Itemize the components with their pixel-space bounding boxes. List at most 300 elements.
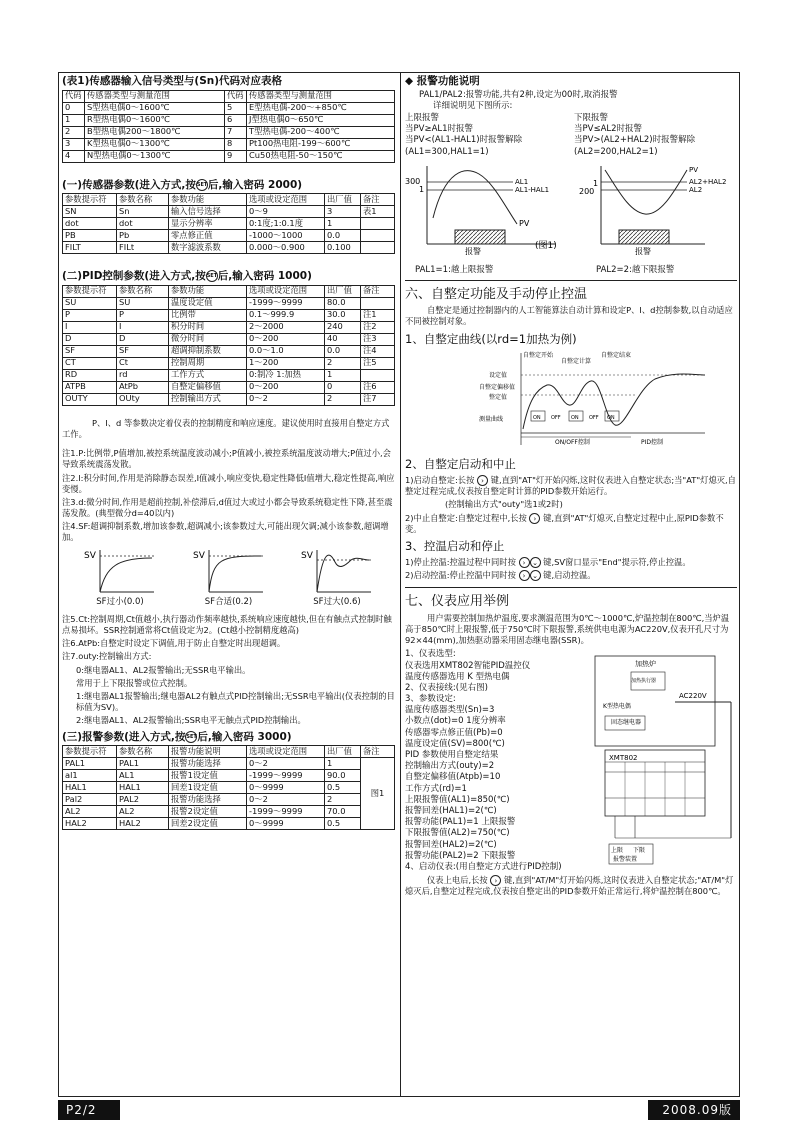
note-item: 温度传感器选用 K 型热电偶: [405, 671, 510, 682]
table-cell: 备注: [361, 194, 395, 206]
page-number: P2/2: [58, 1100, 120, 1120]
table-cell: 注3: [361, 333, 395, 345]
svg-text:SV: SV: [84, 550, 96, 561]
table-cell: 选项或设定范围: [247, 285, 325, 297]
table-cell: 注5: [361, 357, 395, 369]
table-cell: SN: [63, 206, 117, 218]
note-item: 上限报警值(AL1)=850(℃): [405, 794, 510, 805]
table-cell: 7: [225, 126, 247, 138]
table-cell: 回差1设定值: [169, 782, 247, 794]
sv-curve-under: [84, 548, 156, 596]
table-cell: AL2: [63, 806, 117, 818]
table-cell: 参数提示符: [63, 746, 117, 758]
svg-text:OFF: OFF: [551, 415, 561, 422]
table-cell: 备注: [361, 285, 395, 297]
table-cell: 微分时间: [169, 333, 247, 345]
table-cell: 0.000～0.900: [247, 242, 325, 254]
p1-title: (一)传感器参数(进入方式,按SET后,输入密码 2000): [62, 178, 303, 191]
table-cell: 3: [63, 138, 85, 150]
table-cell: HAL2: [117, 818, 169, 830]
table-cell: [361, 242, 395, 254]
note-item: 传感器零点修正值(Pb)=0: [405, 727, 503, 738]
table-cell: 0:1度;1:0.1度: [247, 218, 325, 230]
table-cell: 4: [63, 150, 85, 162]
table-row: [63, 381, 395, 393]
table-cell: 报警1设定值: [169, 770, 247, 782]
table-cell: 2: [325, 357, 361, 369]
svg-text:ON: ON: [533, 415, 541, 422]
table-cell: D: [63, 333, 117, 345]
table-cell: PAL1: [63, 758, 117, 770]
alarm-left-2: 当PV<(AL1-HAL1)时报警解除: [405, 135, 523, 146]
section6-title: 六、自整定功能及手动停止控温: [405, 286, 588, 302]
table-cell: 出厂值: [325, 194, 361, 206]
note-item: 0:继电器AL1、AL2报警输出;无SSR电平输出。: [76, 664, 251, 675]
svg-text:ON: ON: [607, 415, 615, 422]
alarm-left-1: 当PV≥AL1时报警: [405, 124, 474, 135]
notes-list: [62, 448, 395, 544]
table-cell: 注6: [361, 381, 395, 393]
table-cell: SF: [117, 345, 169, 357]
svg-text:K型热电偶: K型热电偶: [603, 703, 631, 711]
section6-intro: 自整定是通过控制器内的人工智能算法自动计算和设定P、I、d控制参数,以自动适应不同被控制对象。: [405, 305, 733, 327]
svg-text:OFF: OFF: [589, 415, 599, 422]
control-stop-text: 1)停止控温:控温过程中同时按 › ⌄ 键,SV窗口显示"End"提示符,停止控温。: [405, 556, 691, 567]
table-row: [63, 758, 395, 770]
set-key-icon: SET: [185, 731, 197, 743]
alarm-left-0: 上限报警: [405, 112, 440, 123]
table-row: [63, 345, 395, 357]
svg-text:(图1): (图1): [535, 240, 557, 251]
svg-text:ON: ON: [571, 415, 579, 422]
table-cell: 图1: [361, 758, 395, 830]
note-item: 注1.P:比例带,P值增加,被控系统温度波动减小;P值减小,被控系统温度波动增大;P值过小,会导致系统震荡发散。: [62, 448, 391, 470]
table-cell: S型热电偶0～1600℃: [85, 102, 225, 114]
table-cell: 90.0: [325, 770, 361, 782]
svg-text:AC220V: AC220V: [679, 692, 707, 701]
note-item: 注4.SF:超调抑制系数,增加该参数,超调减小;该参数过大,可能出现欠调;减小该参数,超调增加。: [62, 521, 389, 543]
svg-text:1: 1: [593, 178, 599, 188]
table-row: [63, 309, 395, 321]
table-cell: 0～9999: [247, 782, 325, 794]
svg-text:下限: 下限: [633, 847, 646, 855]
table-cell: 显示分辨率: [169, 218, 247, 230]
table-cell: FILt: [117, 242, 169, 254]
note-item: 2、仪表接线:(见右图): [405, 682, 488, 693]
table-cell: 0.0: [325, 345, 361, 357]
table-cell: Cu50热电阻-50～150℃: [247, 150, 395, 162]
svg-text:自整定计算: 自整定计算: [561, 358, 592, 366]
table-cell: Pb: [117, 230, 169, 242]
table-header: [63, 285, 395, 297]
table-cell: 2～2000: [247, 321, 325, 333]
note-item: 2:继电器AL1、AL2报警输出;SSR电平无触点式PID控制输出。: [76, 715, 306, 726]
table-row: [63, 218, 395, 230]
table-cell: 2: [325, 794, 361, 806]
sv-figure: [301, 548, 373, 608]
set-key-icon: SET: [196, 179, 208, 191]
table-cell: [361, 230, 395, 242]
table-cell: PB: [63, 230, 117, 242]
down-key-icon: ⌄: [530, 557, 541, 568]
svg-text:测量曲线: 测量曲线: [479, 416, 504, 424]
table-cell: 回差2设定值: [169, 818, 247, 830]
note-item: 报警回差(HAL2)=2(℃): [405, 839, 497, 850]
table-cell: FILT: [63, 242, 117, 254]
table-cell: ATPB: [63, 381, 117, 393]
p3-table: [62, 745, 395, 830]
alarm-conditions: [405, 112, 737, 158]
table-cell: 表1: [361, 206, 395, 218]
table-cell: Sn: [117, 206, 169, 218]
table-cell: OUTY: [63, 393, 117, 405]
svg-text:SV: SV: [301, 550, 313, 561]
table-row: [63, 393, 395, 405]
alarm-caption-left: PAL1=1:越上限报警: [415, 264, 494, 275]
table-cell: Pal2: [63, 794, 117, 806]
alarm-caption-right: PAL2=2:越下限报警: [596, 264, 675, 275]
table-cell: N型热电偶0～1300℃: [85, 150, 225, 162]
section7-title: 七、仪表应用举例: [405, 594, 510, 610]
table-cell: [361, 297, 395, 309]
table-cell: T型热电偶-200～400℃: [247, 126, 395, 138]
table-cell: 参数名称: [117, 746, 169, 758]
sensor-table: [62, 90, 395, 163]
svg-text:XMT802: XMT802: [609, 754, 638, 763]
table-row: [63, 818, 395, 830]
table-row: [63, 242, 395, 254]
table-cell: 0.0: [325, 230, 361, 242]
table-cell: Pt100热电阻-199～600℃: [247, 138, 395, 150]
note-item: 常用于上下限报警或位式控制。: [76, 677, 193, 688]
table-header: [63, 194, 395, 206]
alarm-right-0: 下限报警: [574, 112, 609, 123]
table-cell: R型热电偶0～1600℃: [85, 114, 225, 126]
table-row: [63, 126, 395, 138]
table-cell: 报警功能选择: [169, 794, 247, 806]
note-item: 注7.outy:控制输出方式:: [62, 651, 152, 662]
note-item: 4、启动仪表:(用自整定方式进行PID控制): [405, 861, 562, 872]
table-cell: 代码: [225, 90, 247, 102]
table-cell: 0: [63, 102, 85, 114]
table-row: [63, 297, 395, 309]
right-column: [405, 75, 737, 899]
note-item: 下限报警值(AL2)=750(℃): [405, 828, 510, 839]
note-item: PID 参数使用自整定结果: [405, 750, 499, 761]
table-row: [63, 150, 395, 162]
table-row: [63, 770, 395, 782]
alarm-title: ◆ 报警功能说明: [405, 75, 480, 87]
control-start-text: 2)启动控温:停止控温中同时按 › ⌄ 键,启动控温。: [405, 569, 596, 580]
sv-caption: SF合适(0.2): [204, 596, 253, 607]
note-item: 注6.AtPb:自整定时设定下调值,用于防止自整定时出现超调。: [62, 638, 286, 649]
note-item: 控制输出方式(outy)=2: [405, 761, 495, 772]
table-cell: 1: [325, 369, 361, 381]
svg-text:ON/OFF控制: ON/OFF控制: [555, 439, 590, 447]
table-cell: 0～2: [247, 794, 325, 806]
svg-text:AL2+HAL2: AL2+HAL2: [689, 177, 727, 186]
autotune-chart: [405, 349, 735, 449]
table-cell: P: [63, 309, 117, 321]
table-cell: 70.0: [325, 806, 361, 818]
svg-text:加热炉: 加热炉: [635, 660, 656, 669]
svg-text:设定值: 设定值: [489, 372, 508, 380]
table-cell: 控制输出方式: [169, 393, 247, 405]
down-key-icon: ⌄: [530, 570, 541, 581]
table-cell: 2: [63, 126, 85, 138]
note-item: 小数点(dot)=0 1度分辨率: [405, 716, 506, 727]
sv-caption: SF过小(0.0): [96, 596, 144, 607]
note-item: 工作方式(rd)=1: [405, 783, 467, 794]
table-cell: al1: [63, 770, 117, 782]
right-key-icon: ›: [519, 557, 530, 568]
left-column: [62, 75, 395, 830]
table-cell: -1000～1000: [247, 230, 325, 242]
table-cell: 0.5: [325, 818, 361, 830]
table-cell: E型热电偶-200～+850℃: [247, 102, 395, 114]
table-cell: 参数功能: [169, 194, 247, 206]
table-cell: SF: [63, 345, 117, 357]
table-header: [63, 90, 395, 102]
table-cell: 1: [63, 114, 85, 126]
section7-intro: 用户需要控制加热炉温度,要求测温范围为0℃～1000℃,炉温控制在800℃,当炉温高于850℃时上限报警,低于750℃时下限报警,系统供电电源为AC220V,仪表开孔尺寸为92×44(mm),加热驱动器采用固态继电器(SSR)。: [405, 612, 730, 646]
note-item: 仪表选用XMT802智能PID温控仪: [405, 660, 531, 671]
notes-list-2: [62, 614, 395, 663]
table-row: [63, 206, 395, 218]
svg-text:自整定结束: 自整定结束: [601, 352, 632, 360]
table-row: [63, 138, 395, 150]
table-cell: 报警功能选择: [169, 758, 247, 770]
table-header: [63, 746, 395, 758]
table-cell: 30.0: [325, 309, 361, 321]
svg-text:加热执行器: 加热执行器: [631, 678, 657, 685]
table-cell: AL1: [117, 770, 169, 782]
table-cell: 40: [325, 333, 361, 345]
sv-figures: [62, 548, 395, 608]
table-cell: OUty: [117, 393, 169, 405]
alarm-captions: [405, 264, 737, 276]
alarm-right-1: 当PV≤AL2时报警: [574, 124, 643, 135]
example-body: [405, 648, 737, 873]
alarm-line1: PAL1/PAL2:报警功能,共有2种,设定为00时,取消报警: [419, 89, 618, 100]
svg-text:自整定开始: 自整定开始: [523, 352, 554, 360]
svg-text:自整定偏移值: 自整定偏移值: [479, 384, 516, 392]
table-cell: 温度设定值: [169, 297, 247, 309]
svg-text:PV: PV: [689, 165, 699, 174]
table-cell: Ct: [117, 357, 169, 369]
table-cell: 控制周期: [169, 357, 247, 369]
svg-text:AL2: AL2: [689, 185, 703, 194]
table-cell: 0:制冷 1:加热: [247, 369, 325, 381]
sv-figure: [193, 548, 265, 608]
table-row: [63, 230, 395, 242]
table-cell: 自整定偏移值: [169, 381, 247, 393]
table-cell: 0～9999: [247, 818, 325, 830]
table-cell: 备注: [361, 746, 395, 758]
table-cell: 选项或设定范围: [247, 746, 325, 758]
table-row: [63, 114, 395, 126]
table-cell: HAL1: [63, 782, 117, 794]
table-cell: AtPb: [117, 381, 169, 393]
table-cell: CT: [63, 357, 117, 369]
table-cell: 传感器类型与测量范围: [247, 90, 395, 102]
note-item: 注3.d:微分时间,作用是超前控制,补偿滞后,d值过大或过小都会导致系统稳定性下降,甚至震荡发散。(典型微分d=40以内): [62, 496, 393, 519]
sv-curve-over: [301, 548, 373, 596]
autotune-startstop-title: 2、自整定启动和中止: [405, 457, 516, 472]
table-cell: 6: [225, 114, 247, 126]
table-row: [63, 333, 395, 345]
table-cell: 0～9: [247, 206, 325, 218]
table-cell: [361, 369, 395, 381]
p1-table: [62, 193, 395, 254]
set-key-icon: SET: [206, 270, 218, 282]
table-cell: HAL2: [63, 818, 117, 830]
table-cell: 选项或设定范围: [247, 194, 325, 206]
table-cell: SU: [63, 297, 117, 309]
note-item: 报警回差(HAL1)=2(℃): [405, 805, 497, 816]
table-cell: 参数提示符: [63, 194, 117, 206]
svg-text:1: 1: [419, 184, 425, 194]
table-cell: 0.1～999.9: [247, 309, 325, 321]
pid-intro: P、I、d 等参数决定着仪表的控制精度和响应速度。建议使用时直接用自整定方式工作。: [62, 417, 390, 439]
right-key-icon: ›: [490, 875, 501, 886]
note-item: 1、仪表选型:: [405, 649, 456, 660]
note-item: 温度设定值(SV)=800(℃): [405, 738, 505, 749]
table-cell: 240: [325, 321, 361, 333]
sv-caption: SF过大(0.6): [313, 596, 361, 607]
table-cell: dot: [117, 218, 169, 230]
table-row: [63, 321, 395, 333]
svg-text:上限: 上限: [611, 847, 624, 855]
right-key-icon: ›: [519, 570, 530, 581]
table-row: [63, 782, 395, 794]
table-cell: 3: [325, 206, 361, 218]
table-cell: 参数功能: [169, 285, 247, 297]
alarm-right-2: 当PV>(AL2+HAL2)时报警解除: [574, 135, 696, 146]
table-cell: I: [63, 321, 117, 333]
version-date: 2008.09版: [648, 1100, 740, 1120]
table-cell: P: [117, 309, 169, 321]
svg-text:AL1: AL1: [515, 177, 529, 186]
alarm-figure: [405, 160, 735, 256]
table-cell: 出厂值: [325, 746, 361, 758]
table-cell: 参数名称: [117, 194, 169, 206]
table-cell: I: [117, 321, 169, 333]
note-item: 注2.I:积分时间,作用是消除静态误差,I值减小,响应变快,稳定性降低I值增大,稳定性提高,响应变慢。: [62, 472, 395, 494]
table-cell: -1999～9999: [247, 770, 325, 782]
wiring-diagram: [575, 648, 735, 868]
table-cell: B型热电偶200～1800℃: [85, 126, 225, 138]
table-cell: 0.0～1.0: [247, 345, 325, 357]
table-cell: 比例带: [169, 309, 247, 321]
table-cell: D: [117, 333, 169, 345]
table-cell: 参数名称: [117, 285, 169, 297]
autotune-curve-title: 1、自整定曲线(以rd=1加热为例): [405, 331, 577, 346]
table-cell: 注2: [361, 321, 395, 333]
column-divider: [400, 72, 401, 1097]
table-cell: -1999～9999: [247, 806, 325, 818]
svg-text:AL1-HAL1: AL1-HAL1: [515, 185, 550, 194]
control-startstop-title: 3、控温启动和停止: [405, 539, 505, 553]
table-cell: 9: [225, 150, 247, 162]
note-item: 注5.Ct:控制周期,Ct值越小,执行器动作频率越快,系统响应速度越快,但在有触点式控制时触点易损坏。SSR控制通常将Ct值设定为2。(Ct越小控制精度越高): [62, 613, 392, 636]
table-cell: 报警2设定值: [169, 806, 247, 818]
table-cell: dot: [63, 218, 117, 230]
svg-text:PID控制: PID控制: [641, 439, 664, 447]
outy-list: [62, 665, 395, 727]
alarm-line2: 详细说明见下图所示:: [433, 100, 513, 111]
table-cell: 0～2: [247, 758, 325, 770]
note-item: 自整定偏移值(Atpb)=10: [405, 772, 501, 783]
table-row: [63, 102, 395, 114]
table-cell: PAL2: [117, 794, 169, 806]
alarm-left-3: (AL1=300,HAL1=1): [405, 146, 489, 157]
table-cell: 注7: [361, 393, 395, 405]
svg-text:整定值: 整定值: [489, 394, 508, 402]
table-cell: 1: [325, 758, 361, 770]
table-cell: 报警功能说明: [169, 746, 247, 758]
table-cell: 2: [325, 393, 361, 405]
svg-text:报警装置: 报警装置: [613, 856, 638, 864]
table-cell: 1～200: [247, 357, 325, 369]
table-cell: 工作方式: [169, 369, 247, 381]
note-item: 3、参数设定:: [405, 694, 456, 705]
table-cell: 零点修正值: [169, 230, 247, 242]
svg-text:300: 300: [405, 176, 421, 186]
note-item: 1:继电器AL1报警输出;继电器AL2有触点式PID控制输出;无SSR电平输出(仪表控制的目标值为SV)。: [76, 690, 395, 713]
table-cell: HAL1: [117, 782, 169, 794]
svg-text:PV: PV: [519, 218, 530, 228]
table-cell: 出厂值: [325, 285, 361, 297]
svg-text:报警: 报警: [635, 246, 651, 256]
table-row: [63, 794, 395, 806]
table-cell: 5: [225, 102, 247, 114]
note-item: 温度传感器类型(Sn)=3: [405, 705, 495, 716]
table-cell: [361, 218, 395, 230]
table-cell: SU: [117, 297, 169, 309]
table-cell: 0～200: [247, 333, 325, 345]
svg-text:固态继电器: 固态继电器: [611, 719, 642, 727]
table-cell: J型热电偶0～650℃: [247, 114, 395, 126]
right-key-icon: ›: [529, 513, 540, 524]
table-cell: 积分时间: [169, 321, 247, 333]
table-cell: 1: [325, 218, 361, 230]
table-row: [63, 357, 395, 369]
autotune-stop-text: 2)中止自整定:自整定过程中,长按 › 键,直到"AT"灯熄灭,自整定过程中止,原PID参数不变。: [405, 512, 724, 534]
table-cell: 80.0: [325, 297, 361, 309]
table-cell: 8: [225, 138, 247, 150]
note-item: 报警功能(PAL2)=2 下限报警: [405, 850, 516, 861]
table-cell: -1999～9999: [247, 297, 325, 309]
note-item: 报警功能(PAL1)=1 上限报警: [405, 817, 516, 828]
table-cell: 0～200: [247, 381, 325, 393]
table-cell: 0: [325, 381, 361, 393]
sv-figure: [84, 548, 156, 608]
table-cell: 参数提示符: [63, 285, 117, 297]
table-cell: 注4: [361, 345, 395, 357]
example-final: 仪表上电后,长按 › 键,直到"AT/M"灯开始闪烁,这时仪表进入自整定状态;"AT/M"灯熄灭后,自整定过程完成,仪表按自整定出的PID参数开始正常运行,将炉温控制在800℃。: [405, 875, 734, 897]
example-lines: [405, 648, 575, 873]
table-cell: 超调抑制系数: [169, 345, 247, 357]
table-cell: rd: [117, 369, 169, 381]
p3-title: (三)报警参数(进入方式,按SET后,输入密码 3000): [62, 730, 292, 743]
table-cell: 注1: [361, 309, 395, 321]
table-cell: K型热电偶0～1300℃: [85, 138, 225, 150]
table-row: [63, 806, 395, 818]
table-cell: RD: [63, 369, 117, 381]
sv-curve-right: [193, 548, 265, 596]
table-cell: PAL1: [117, 758, 169, 770]
